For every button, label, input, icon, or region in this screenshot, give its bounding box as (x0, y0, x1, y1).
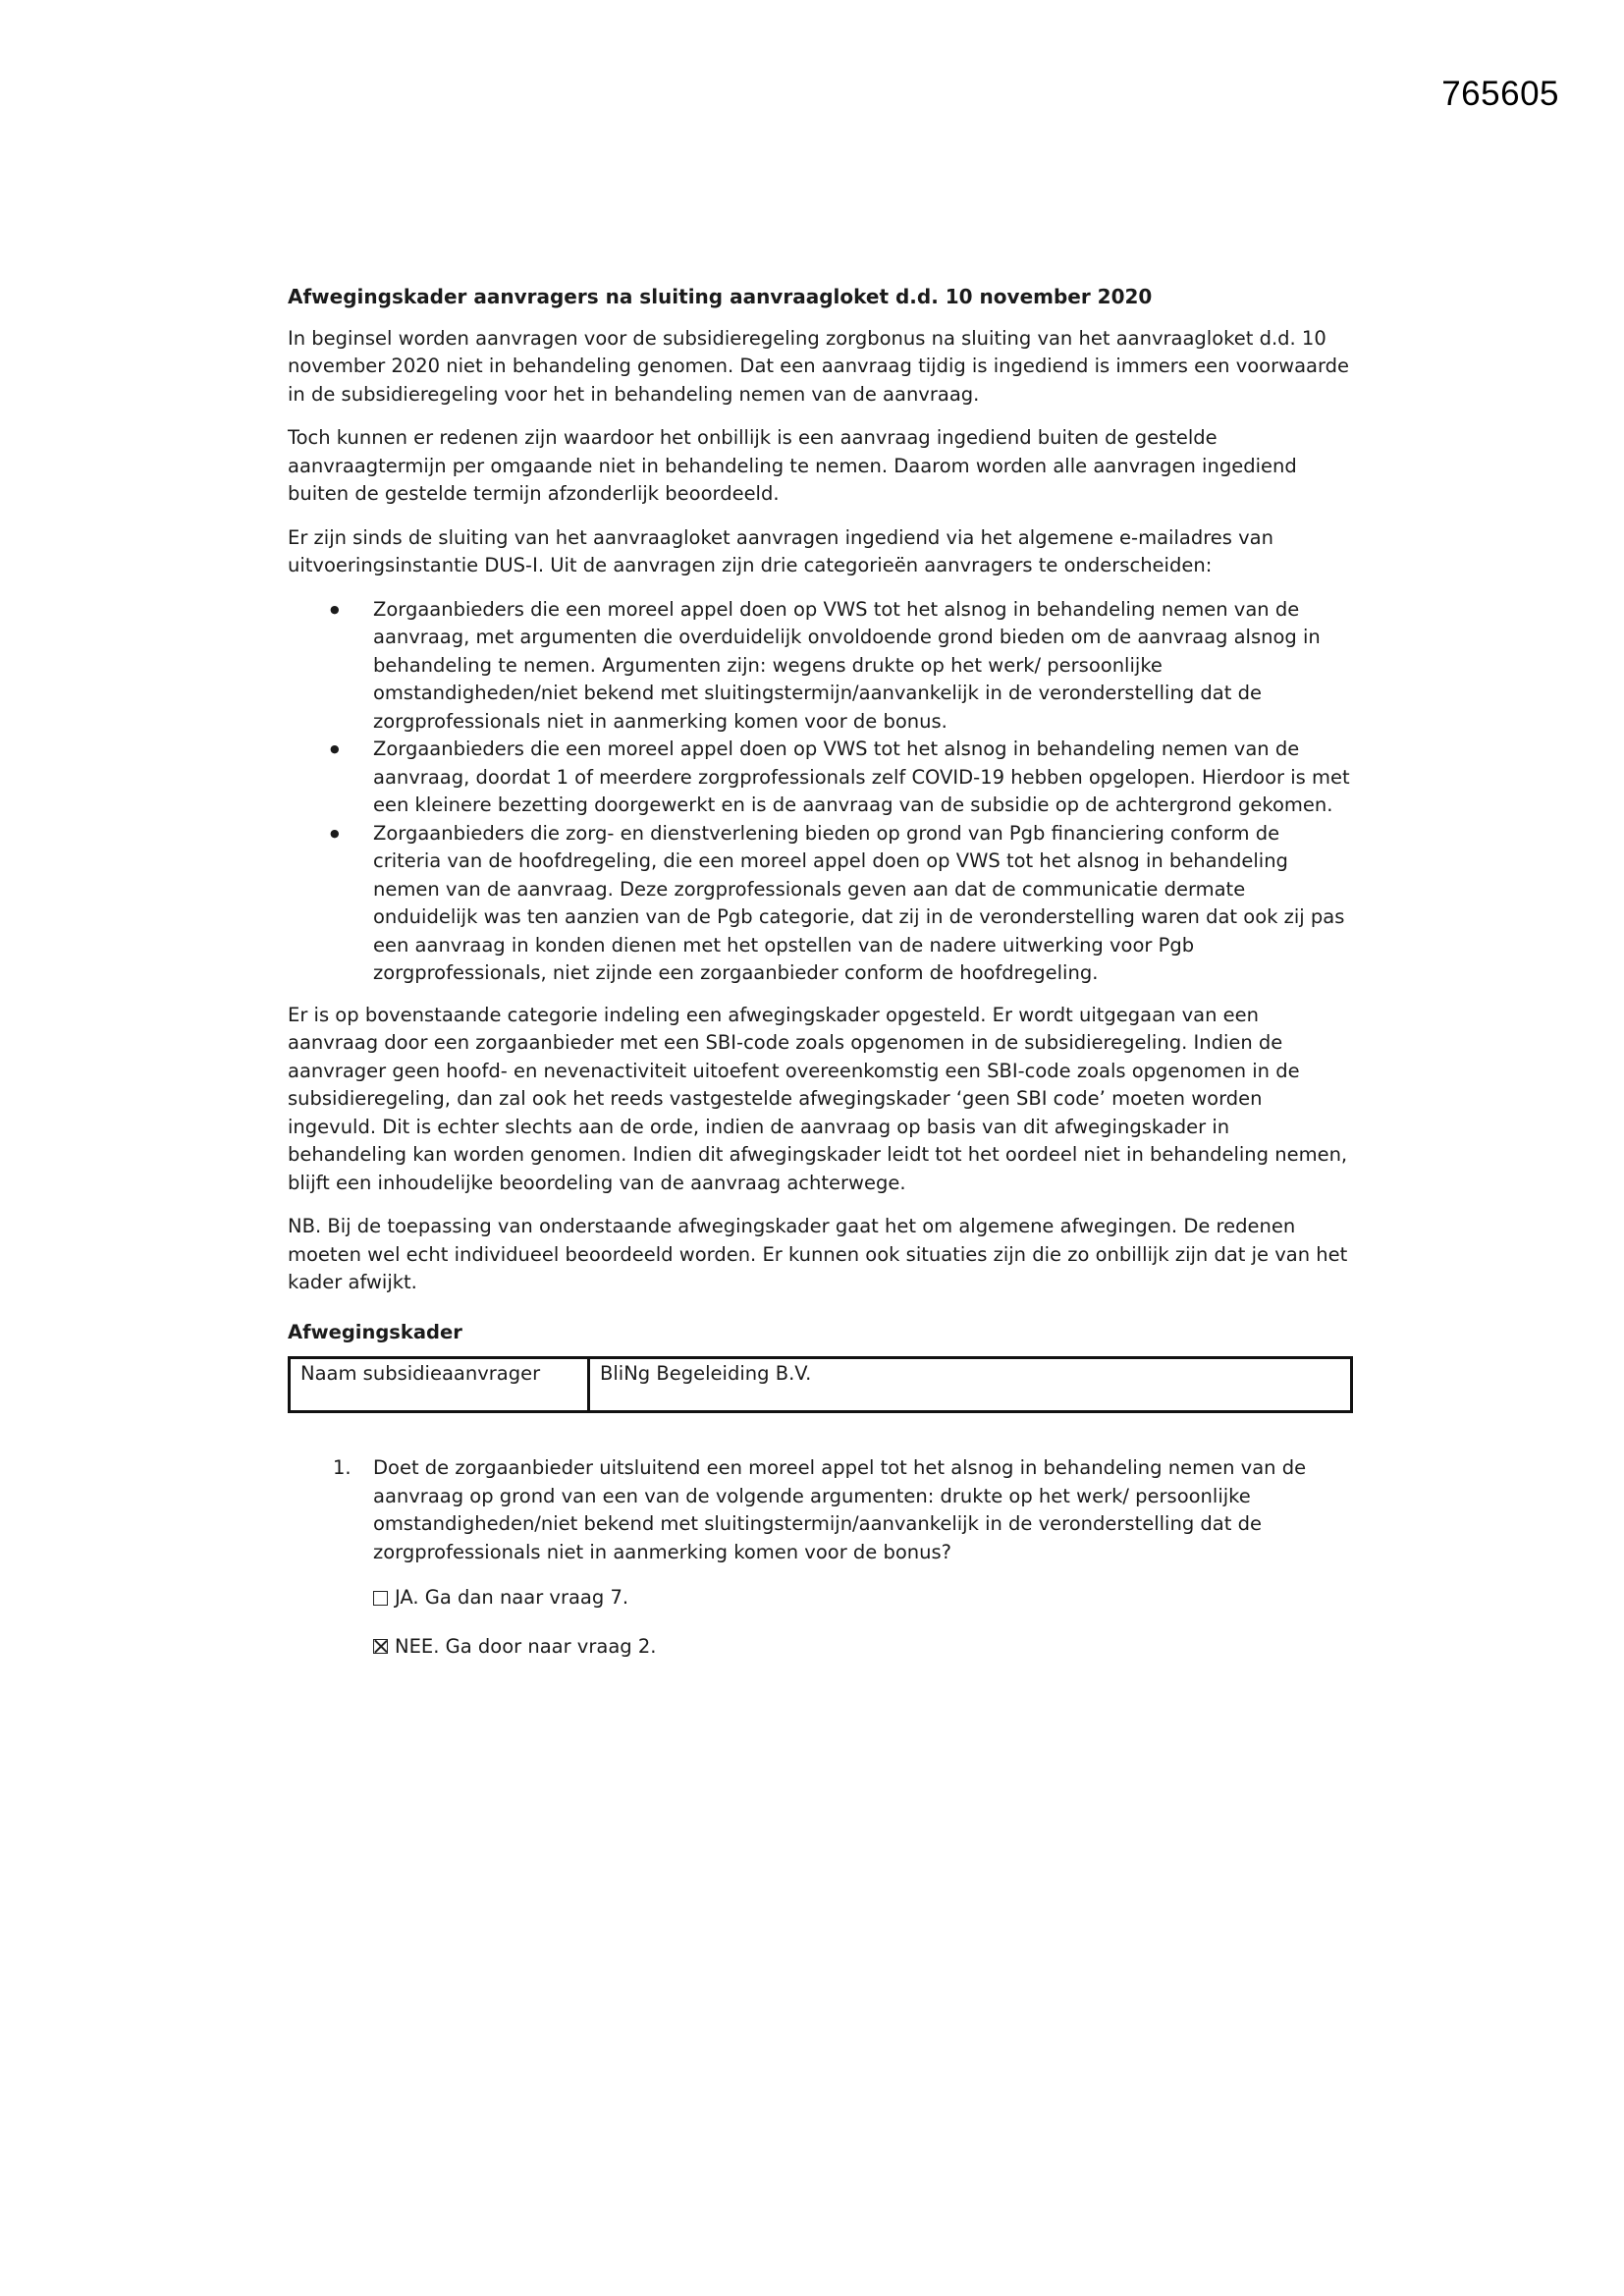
question-text: Doet de zorgaanbieder uitsluitend een moreel appel tot het alsnog in behandeling nemen van de aanvraag op grond van een van de volgende argumenten: drukte op het werk/ persoonlijke omstandigheden/niet bekend met sluitingstermijn/aanvankelijk in de veronderstelling dat de zorgprofessionals niet in aanmerking komen voor de bonus? (373, 1456, 1307, 1563)
table-row (290, 1358, 1352, 1412)
note-paragraph: NB. Bij de toepassing van onderstaande afwegingskader gaat het om algemene afwegingen. De redenen moeten wel echt individueel beoordeeld worden. Er kunnen ook situaties zijn die zo onbillijk zijn dat je van het kader afwijkt. (288, 1215, 1348, 1293)
category-item: ● Zorgaanbieders die een moreel appel doen op VWS tot het alsnog in behandeling nemen van de aanvraag, doordat 1 of meerdere zorgprofessionals zelf COVID-19 hebben opgelopen. Hierdoor is met een kleinere bezetting doorgewerkt en is de aanvraag van de subsidie op de achtergrond gekomen. (373, 736, 1353, 820)
option-yes[interactable] (288, 1584, 1353, 1613)
option-no-label: NEE. Ga door naar vraag 2. (395, 1634, 657, 1658)
question-1 (288, 1454, 1353, 1566)
framework-paragraph: Er is op bovenstaande categorie indeling een afwegingskader opgesteld. Er wordt uitgegaan van een aanvraag door een zorgaanbieder met een SBI-code zoals opgenomen in de subsidieregeling. Indien de aanvrager geen hoofd- en nevenactiviteit uitoefent overeenkomstig een SBI-code zoals opgenomen in de subsidieregeling, dan zal ook het reeds vastgestelde afwegingskader ‘geen SBI code’ moeten worden ingevuld. Dit is echter slechts aan de orde, indien de aanvraag op basis van dit afwegingskader in behandeling kan worden genomen. Indien dit afwegingskader leidt tot het oordeel niet in behandeling nemen, blijft een inhoudelijke beoordeling van de aanvraag achterwege. (288, 1003, 1348, 1194)
option-no[interactable] (288, 1633, 1353, 1662)
document-number: 765605 (1441, 75, 1559, 113)
applicant-table (288, 1356, 1353, 1413)
section-heading: Afwegingskader (288, 1320, 462, 1343)
document-body (288, 283, 1353, 1681)
category-item: ● Zorgaanbieders die zorg- en dienstverlening bieden op grond van Pgb financiering conform de criteria van de hoofdregeling, die een moreel appel doen op VWS tot het alsnog in behandeling nemen van de aanvraag. Deze zorgprofessionals geven aan dat de communicatie dermate onduidelijk was ten aanzien van de Pgb categorie, dat zij in de veronderstelling waren dat ook zij pas een aanvraag in konden dienen met het opstellen van de nadere uitwerking voor Pgb zorgprofessionals, niet zijnde een zorgaanbieder conform de hoofdregeling. (373, 820, 1353, 988)
option-yes-label: JA. Ga dan naar vraag 7. (395, 1586, 629, 1609)
categories-paragraph: Er zijn sinds de sluiting van het aanvraagloket aanvragen ingediend via het algemene e-mailadres van uitvoeringsinstantie DUS-I. Uit de aanvragen zijn drie categorieën aanvragers te onderscheiden: (288, 525, 1273, 576)
applicant-name-label: Naam subsidieaanvrager (290, 1358, 589, 1412)
category-list (288, 596, 1353, 988)
applicant-name-value: BliNg Begeleiding B.V. (589, 1358, 1352, 1412)
unchecked-checkbox-icon[interactable] (373, 1591, 388, 1606)
category-item: ● Zorgaanbieders die een moreel appel doen op VWS tot het alsnog in behandeling nemen van de aanvraag, met argumenten die overduidelijk onvoldoende grond bieden om de aanvraag alsnog in behandeling te nemen. Argumenten zijn: wegens drukte op het werk/ persoonlijke omstandigheden/niet bekend met sluitingstermijn/aanvankelijk in de veronderstelling dat de zorgprofessionals niet in aanmerking komen voor de bonus. (373, 596, 1353, 737)
document-title: Afwegingskader aanvragers na sluiting aanvraagloket d.d. 10 november 2020 (288, 285, 1153, 308)
reasons-paragraph: Toch kunnen er redenen zijn waardoor het onbillijk is een aanvraag ingediend buiten de gestelde aanvraagtermijn per omgaande niet in behandeling te nemen. Daarom worden alle aanvragen ingediend buiten de gestelde termijn afzonderlijk beoordeeld. (288, 426, 1297, 505)
intro-paragraph: In beginsel worden aanvragen voor de subsidieregeling zorgbonus na sluiting van het aanvraagloket d.d. 10 november 2020 niet in behandeling genomen. Dat een aanvraag tijdig is ingediend is immers een voorwaarde in de subsidieregeling voor het in behandeling nemen van de aanvraag. (288, 326, 1350, 406)
checked-checkbox-icon[interactable] (373, 1639, 388, 1654)
question-number: 1. (333, 1456, 352, 1479)
